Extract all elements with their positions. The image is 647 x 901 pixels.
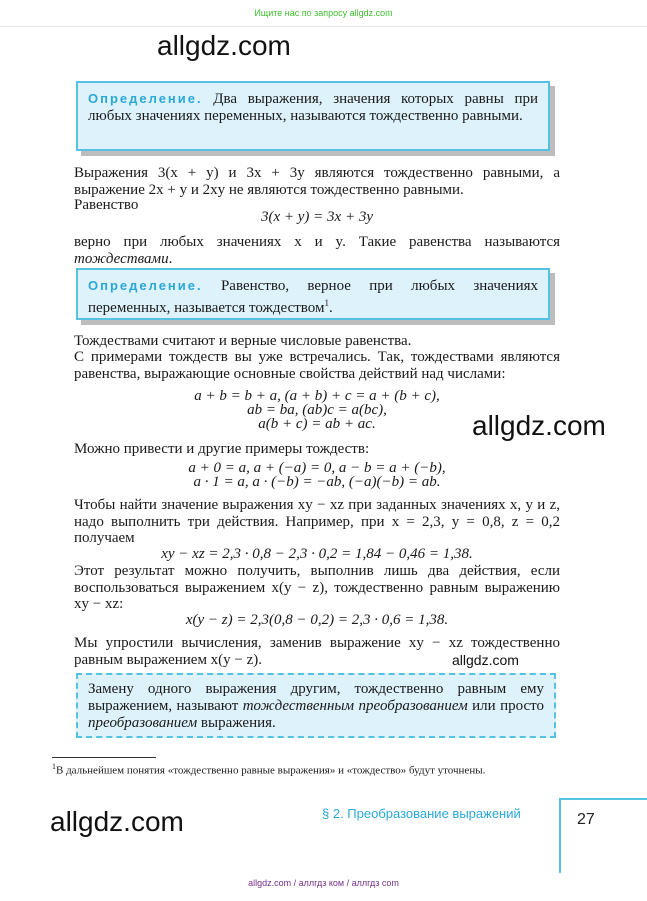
note-text: Замену одного выражения другим, тождественно равным ему выражением, называют xyxy=(88,681,544,714)
page-number-box xyxy=(559,798,647,873)
top-banner: Ищите нас по запросу allgdz.com xyxy=(0,0,647,27)
paragraph: Чтобы найти значение выражения xy − xz при заданных значениях x, y и z, надо выполнить три действия. Например, при x = 2,3, y = 0,8, z = 0,2 получаем xyxy=(74,497,560,546)
term: тождествами xyxy=(74,250,169,267)
equation: 3(x + y) = 3x + 3y xyxy=(261,209,373,225)
paragraph xyxy=(74,234,560,267)
paragraph: Этот результат можно получить, выполнив лишь два действия, если воспользоваться выражением x(y − z), тождественно равным выражению xy − xz: xyxy=(74,563,560,612)
note-box xyxy=(76,673,556,738)
identity-line: a + 0 = a, a + (−a) = 0, a − b = a + (−b), xyxy=(188,460,446,476)
note-text: выражения. xyxy=(200,715,276,731)
paragraph: Можно привести и другие примеры тождеств: xyxy=(74,441,370,457)
definition-text: Два выражения, значения которых равны при любых значениях переменных, называются тождественно равными. xyxy=(88,91,538,124)
identity-line: a + b = b + a, (a + b) + c = a + (b + c), xyxy=(194,388,440,404)
term: преобразованием xyxy=(88,715,198,731)
identity-line: a · 1 = a, a · (−b) = −ab, (−a)(−b) = ab. xyxy=(193,474,441,490)
footnote xyxy=(52,760,560,778)
definition-heading: Определение. xyxy=(88,278,203,293)
paragraph: С примерами тождеств вы уже встречались. Так, тождествами являются равенства, выражающие основные свойства действий над числами: xyxy=(74,349,560,382)
definition-box xyxy=(76,268,550,320)
paragraph-text: верно при любых значениях x и y. Такие равенства называются xyxy=(74,234,560,250)
watermark: allgdz.com xyxy=(472,410,606,441)
watermark: allgdz.com xyxy=(50,806,184,837)
punctuation: . xyxy=(328,300,333,316)
equation: xy − xz = 2,3 · 0,8 − 2,3 · 0,2 = 1,84 − 0,46 = 1,38. xyxy=(161,546,473,562)
paragraph: Тождествами считают и верные числовые равенства. xyxy=(74,333,412,349)
page-number: 27 xyxy=(577,811,595,828)
paragraph: Мы упростили вычисления, заменив выражение xy − xz тождественно равным выражением x(y − z). xyxy=(74,635,560,668)
footnote-divider xyxy=(52,757,156,758)
note-text: или просто xyxy=(472,698,544,714)
watermark: allgdz.com xyxy=(157,30,291,61)
watermark: allgdz.com xyxy=(452,652,519,668)
identity-line: ab = ba, (ab)c = a(bc), xyxy=(247,402,387,418)
definition-heading: Определение. xyxy=(88,91,203,106)
footnote-text: В дальнейшем понятия «тождественно равные выражения» и «тождество» будут уточнены. xyxy=(56,764,486,777)
term: тождественным преобразованием xyxy=(242,698,468,714)
punctuation: . xyxy=(168,250,173,267)
definition-text: Равенство, верное при любых значениях переменных, называется тождеством xyxy=(88,278,539,316)
paragraph: Равенство xyxy=(74,197,139,213)
section-title: § 2. Преобразование выражений xyxy=(322,806,521,821)
paragraph: Выражения 3(x + y) и 3x + 3y являются тождественно равными, а выражение 2x + y и 2xy не являются тождественно равными. xyxy=(74,165,560,198)
footnote-ref: 1 xyxy=(324,298,329,308)
bottom-banner: allgdz.com / аллгдз ком / аллгдз com xyxy=(248,878,399,888)
footnote-mark: 1 xyxy=(52,762,56,771)
equation: x(y − z) = 2,3(0,8 − 0,2) = 2,3 · 0,6 = 1,38. xyxy=(185,612,449,628)
identity-line: a(b + c) = ab + ac. xyxy=(258,416,376,432)
identities-block xyxy=(74,461,560,489)
definition-box xyxy=(76,81,550,151)
